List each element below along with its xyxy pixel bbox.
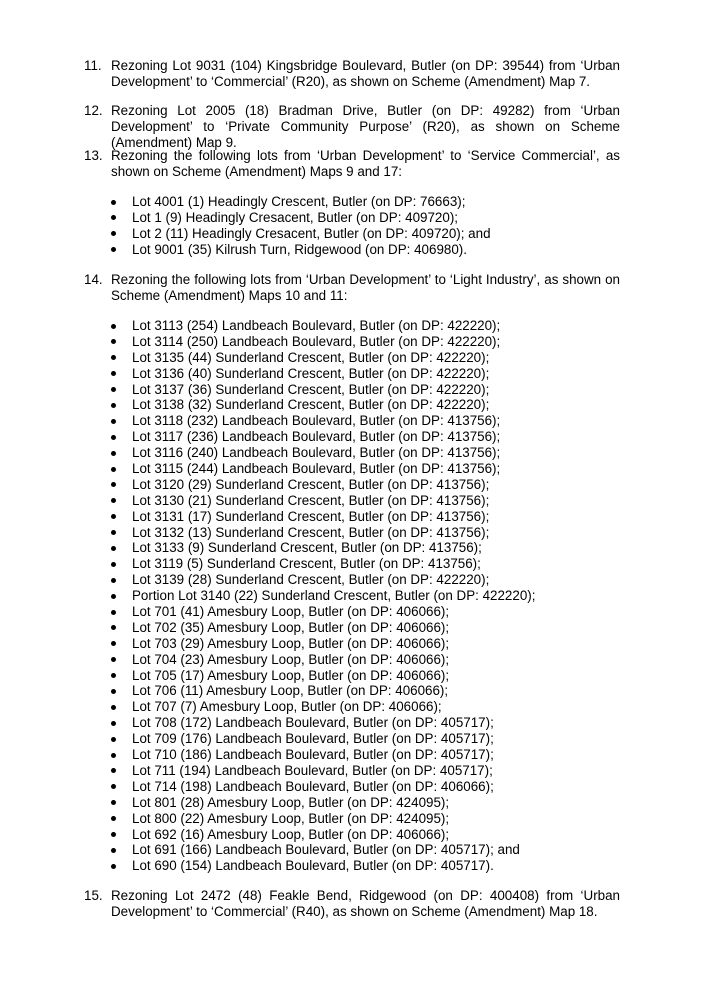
- list-item-12: [84, 103, 620, 151]
- bullet-item: [108, 429, 628, 445]
- bullet-text: Lot 705 (17) Amesbury Loop, Butler (on DP: 406066);: [132, 667, 450, 683]
- bullet-text: Lot 704 (23) Amesbury Loop, Butler (on DP: 406066);: [132, 651, 450, 667]
- bullet-text: Portion Lot 3140 (22) Sunderland Crescent, Butler (on DP: 422220);: [132, 588, 536, 604]
- bullet-text: Lot 800 (22) Amesbury Loop, Butler (on DP: 424095);: [132, 810, 450, 826]
- bullet-text: Lot 692 (16) Amesbury Loop, Butler (on DP: 406066);: [132, 826, 450, 842]
- item-text: Rezoning the following lots from ‘Urban Development’ to ‘Light Industry’, as shown on Scheme (Amendment) Maps 10 and 11:: [111, 272, 620, 303]
- bullet-text: Lot 3133 (9) Sunderland Crescent, Butler (on DP: 413756);: [132, 540, 482, 556]
- bullet-text: Lot 706 (11) Amesbury Loop, Butler (on DP: 406066);: [132, 683, 449, 699]
- bullet-icon: [111, 864, 116, 869]
- bullet-icon: [111, 498, 116, 503]
- bullet-icon: [111, 800, 116, 805]
- bullet-item: [108, 858, 628, 874]
- bullet-list-14: [108, 318, 628, 874]
- bullet-item: [108, 811, 628, 827]
- item-text: Rezoning the following lots from ‘Urban Development’ to ‘Service Commercial’, as shown on Scheme (Amendment) Maps 9 and 17:: [111, 148, 620, 179]
- item-text: Rezoning Lot 2472 (48) Feakle Bend, Ridgewood (on DP: 400408) from ‘Urban Development’ to ‘Commercial’ (R40), as shown on Scheme (Amendment) Map 18.: [111, 888, 620, 919]
- list-item-11: [84, 58, 620, 90]
- bullet-item: [108, 445, 628, 461]
- bullet-icon: [111, 705, 116, 710]
- bullet-text: Lot 3137 (36) Sunderland Crescent, Butler (on DP: 422220);: [132, 381, 490, 397]
- bullet-text: Lot 701 (41) Amesbury Loop, Butler (on DP: 406066);: [132, 604, 450, 620]
- item-number: 11.: [84, 58, 102, 73]
- bullet-item: [108, 556, 628, 572]
- bullet-item: [108, 842, 628, 858]
- bullet-item: [108, 525, 628, 541]
- bullet-icon: [111, 641, 116, 646]
- bullet-text: Lot 3130 (21) Sunderland Crescent, Butler (on DP: 413756);: [132, 492, 490, 508]
- bullet-icon: [111, 610, 116, 615]
- bullet-item: [108, 540, 628, 556]
- bullet-text: Lot 3136 (40) Sunderland Crescent, Butler (on DP: 422220);: [132, 365, 490, 381]
- bullet-item: [108, 413, 628, 429]
- bullet-icon: [111, 530, 116, 535]
- bullet-text: Lot 714 (198) Landbeach Boulevard, Butler (on DP: 406066);: [132, 778, 494, 794]
- bullet-icon: [111, 419, 116, 424]
- bullet-icon: [111, 832, 116, 837]
- bullet-text: Lot 3138 (32) Sunderland Crescent, Butler (on DP: 422220);: [132, 397, 490, 413]
- item-text: Rezoning Lot 2005 (18) Bradman Drive, Butler (on DP: 49282) from ‘Urban Development’ to ‘Private Community Purpose’ (R20), as shown on Scheme (Amendment) Map 9.: [111, 103, 620, 150]
- bullet-icon: [111, 546, 116, 551]
- bullet-icon: [111, 200, 116, 205]
- bullet-text: Lot 3131 (17) Sunderland Crescent, Butler (on DP: 413756);: [132, 508, 490, 524]
- bullet-text: Lot 3114 (250) Landbeach Boulevard, Butler (on DP: 422220);: [132, 333, 501, 349]
- bullet-item: [108, 636, 628, 652]
- bullet-item: [108, 795, 628, 811]
- bullet-item: [108, 827, 628, 843]
- bullet-icon: [111, 451, 116, 456]
- bullet-item: [108, 652, 628, 668]
- bullet-icon: [111, 355, 116, 360]
- bullet-icon: [111, 737, 116, 742]
- bullet-icon: [111, 324, 116, 329]
- bullet-icon: [111, 435, 116, 440]
- list-item-13: [84, 148, 620, 180]
- bullet-text: Lot 711 (194) Landbeach Boulevard, Butler (on DP: 405717);: [132, 762, 493, 778]
- bullet-text: Lot 3119 (5) Sunderland Crescent, Butler (on DP: 413756);: [132, 556, 481, 572]
- bullet-text: Lot 691 (166) Landbeach Boulevard, Butler (on DP: 405717); and: [132, 842, 520, 858]
- bullet-text: Lot 3117 (236) Landbeach Boulevard, Butler (on DP: 413756);: [132, 429, 501, 445]
- bullet-icon: [111, 753, 116, 758]
- bullet-item: [108, 382, 628, 398]
- bullet-list-13: [108, 194, 628, 258]
- bullet-item: [108, 350, 628, 366]
- bullet-text: Lot 4001 (1) Headingly Crescent, Butler (on DP: 76663);: [132, 194, 466, 209]
- bullet-icon: [111, 657, 116, 662]
- bullet-icon: [111, 403, 116, 408]
- bullet-text: Lot 707 (7) Amesbury Loop, Butler (on DP: 406066);: [132, 699, 442, 715]
- bullet-icon: [111, 562, 116, 567]
- bullet-icon: [111, 848, 116, 853]
- bullet-text: Lot 703 (29) Amesbury Loop, Butler (on DP: 406066);: [132, 635, 450, 651]
- list-item-14: [84, 272, 620, 304]
- bullet-icon: [111, 467, 116, 472]
- bullet-text: Lot 702 (35) Amesbury Loop, Butler (on DP: 406066);: [132, 619, 450, 635]
- bullet-icon: [111, 482, 116, 487]
- list-item-15: [84, 888, 620, 920]
- bullet-text: Lot 1 (9) Headingly Cresacent, Butler (on DP: 409720);: [132, 209, 459, 225]
- bullet-icon: [111, 784, 116, 789]
- bullet-item: [108, 588, 628, 604]
- bullet-item: [108, 763, 628, 779]
- bullet-item: [108, 210, 628, 226]
- bullet-icon: [111, 339, 116, 344]
- bullet-icon: [111, 514, 116, 519]
- bullet-icon: [111, 387, 116, 392]
- bullet-item: [108, 242, 628, 258]
- bullet-item: [108, 715, 628, 731]
- bullet-icon: [111, 231, 116, 236]
- bullet-icon: [111, 689, 116, 694]
- item-text: Rezoning Lot 9031 (104) Kingsbridge Boulevard, Butler (on DP: 39544) from ‘Urban Development’ to ‘Commercial’ (R20), as shown on Scheme (Amendment) Map 7.: [111, 58, 620, 89]
- bullet-item: [108, 477, 628, 493]
- bullet-icon: [111, 673, 116, 678]
- bullet-icon: [111, 371, 116, 376]
- bullet-text: Lot 801 (28) Amesbury Loop, Butler (on DP: 424095);: [132, 794, 450, 810]
- bullet-item: [108, 779, 628, 795]
- bullet-icon: [111, 816, 116, 821]
- bullet-text: Lot 9001 (35) Kilrush Turn, Ridgewood (on DP: 406980).: [132, 241, 467, 257]
- bullet-item: [108, 334, 628, 350]
- bullet-icon: [111, 247, 116, 252]
- item-number: 13.: [84, 148, 103, 163]
- bullet-icon: [111, 768, 116, 773]
- bullet-text: Lot 3139 (28) Sunderland Crescent, Butler (on DP: 422220);: [132, 572, 490, 588]
- bullet-icon: [111, 721, 116, 726]
- bullet-item: [108, 572, 628, 588]
- bullet-item: [108, 683, 628, 699]
- bullet-text: Lot 3118 (232) Landbeach Boulevard, Butler (on DP: 413756);: [132, 413, 501, 429]
- bullet-text: Lot 3113 (254) Landbeach Boulevard, Butler (on DP: 422220);: [132, 318, 501, 333]
- bullet-item: [108, 747, 628, 763]
- item-number: 12.: [84, 103, 103, 118]
- bullet-item: [108, 668, 628, 684]
- bullet-text: Lot 3116 (240) Landbeach Boulevard, Butler (on DP: 413756);: [132, 445, 501, 461]
- bullet-item: [108, 318, 628, 334]
- bullet-item: [108, 493, 628, 509]
- bullet-text: Lot 710 (186) Landbeach Boulevard, Butler (on DP: 405717);: [132, 747, 494, 763]
- bullet-item: [108, 366, 628, 382]
- bullet-icon: [111, 625, 116, 630]
- bullet-item: [108, 226, 628, 242]
- bullet-text: Lot 3115 (244) Landbeach Boulevard, Butler (on DP: 413756);: [132, 461, 501, 477]
- bullet-icon: [111, 594, 116, 599]
- bullet-text: Lot 690 (154) Landbeach Boulevard, Butler (on DP: 405717).: [132, 858, 494, 874]
- bullet-text: Lot 2 (11) Headingly Cresacent, Butler (on DP: 409720); and: [132, 225, 491, 241]
- bullet-item: [108, 194, 628, 210]
- bullet-text: Lot 3120 (29) Sunderland Crescent, Butler (on DP: 413756);: [132, 476, 490, 492]
- bullet-item: [108, 509, 628, 525]
- bullet-text: Lot 709 (176) Landbeach Boulevard, Butler (on DP: 405717);: [132, 731, 494, 747]
- bullet-item: [108, 397, 628, 413]
- bullet-item: [108, 699, 628, 715]
- bullet-text: Lot 3132 (13) Sunderland Crescent, Butler (on DP: 413756);: [132, 524, 490, 540]
- bullet-item: [108, 604, 628, 620]
- bullet-icon: [111, 215, 116, 220]
- bullet-text: Lot 3135 (44) Sunderland Crescent, Butler (on DP: 422220);: [132, 349, 490, 365]
- bullet-item: [108, 461, 628, 477]
- bullet-text: Lot 708 (172) Landbeach Boulevard, Butler (on DP: 405717);: [132, 715, 494, 731]
- item-number: 15.: [84, 888, 103, 903]
- bullet-icon: [111, 578, 116, 583]
- bullet-item: [108, 731, 628, 747]
- bullet-item: [108, 620, 628, 636]
- item-number: 14.: [84, 272, 103, 287]
